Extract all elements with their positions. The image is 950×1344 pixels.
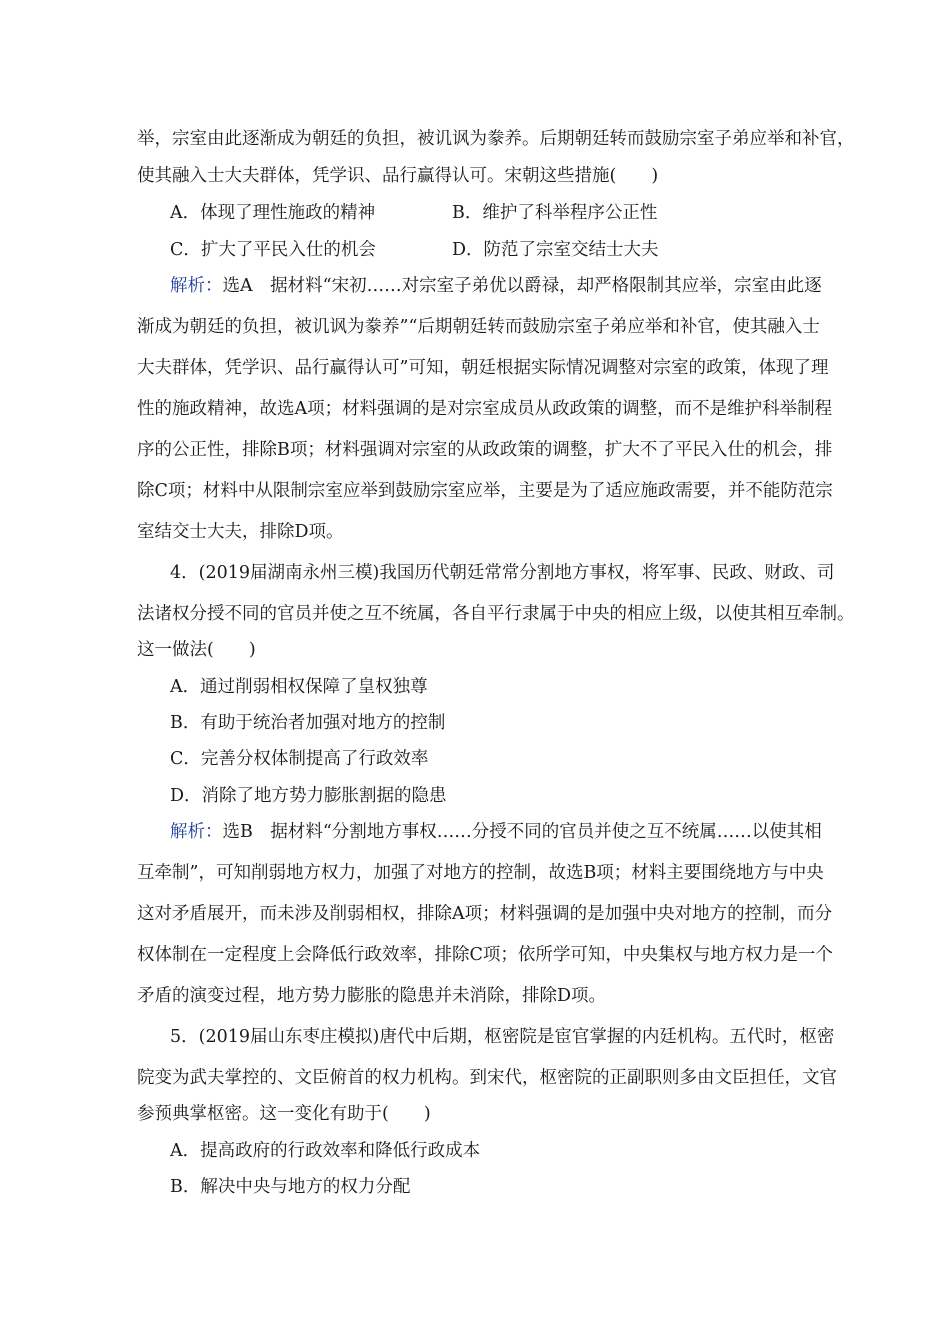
- q4-analysis-line-2: 互牵制”，可知削弱地方权力，加强了对地方的控制，故选B项；材料主要围绕地方与中央: [137, 863, 824, 883]
- q3-option-row-1: [170, 201, 375, 225]
- q3-analysis-line-7: 室结交士大夫，排除D项。: [137, 522, 344, 542]
- q3-analysis-line-3: 大夫群体，凭学识、品行赢得认可”可知，朝廷根据实际情况调整对宗室的政策，体现了理: [137, 358, 829, 378]
- q5-stem-line-3: 参预典掌枢密。这一变化有助于( ): [137, 1104, 431, 1124]
- q3-analysis-label: 解析：: [170, 276, 223, 296]
- q5-stem-line-1: 5．(2019届山东枣庄模拟)唐代中后期，枢密院是宦官掌握的内廷机构。五代时，枢密: [170, 1027, 835, 1047]
- q4-analysis-line-1: [170, 820, 822, 844]
- q4-stem-line-2: 法诸权分授不同的官员并使之互不统属，各自平行隶属于中央的相应上级，以使其相互牵制。: [137, 604, 855, 624]
- q3-stem-line-2: 使其融入士大夫群体，凭学识、品行赢得认可。宋朝这些措施( ): [137, 166, 659, 186]
- q4-stem-line-3: 这一做法( ): [137, 640, 256, 660]
- q4-analysis-text-1: 选B 据材料“分割地方事权……分授不同的官员并使之互不统属……以使其相: [222, 822, 822, 842]
- q4-analysis-line-4: 权体制在一定程度上会降低行政效率，排除C项；依所学可知，中央集权与地方权力是一个: [137, 945, 833, 965]
- q3-stem-line-1: 举，宗室由此逐渐成为朝廷的负担，被讥讽为豢养。后期朝廷转而鼓励宗室子弟应举和补官，: [137, 129, 855, 149]
- q3-analysis-line-2: 渐成为朝廷的负担，被讥讽为豢养”“后期朝廷转而鼓励宗室子弟应举和补官，使其融入士: [137, 317, 820, 337]
- q3-option-row-2: [170, 238, 376, 262]
- q5-option-b: B．解决中央与地方的权力分配: [170, 1177, 411, 1197]
- q3-option-c: C．扩大了平民入仕的机会: [170, 240, 376, 260]
- q3-option-b: B．维护了科举程序公正性: [452, 203, 658, 223]
- q4-analysis-line-5: 矛盾的演变过程，地方势力膨胀的隐患并未消除，排除D项。: [137, 986, 607, 1006]
- q3-analysis-line-4: 性的施政精神，故选A项；材料强调的是对宗室成员从政政策的调整，而不是维护科举制程: [137, 399, 833, 419]
- q3-analysis-text-1: 选A 据材料“宋初……对宗室子弟优以爵禄，却严格限制其应举，宗室由此逐: [222, 276, 822, 296]
- q4-analysis-line-3: 这对矛盾展开，而未涉及削弱相权，排除A项；材料强调的是加强中央对地方的控制，而分: [137, 904, 833, 924]
- q3-analysis-line-1: [170, 274, 822, 298]
- q5-option-a: A．提高政府的行政效率和降低行政成本: [170, 1141, 481, 1161]
- q4-option-c: C．完善分权体制提高了行政效率: [170, 749, 429, 769]
- q3-analysis-line-6: 除C项；材料中从限制宗室应举到鼓励宗室应举，主要是为了适应施政需要，并不能防范宗: [137, 481, 833, 501]
- q4-stem-line-1: 4．(2019届湖南永州三模)我国历代朝廷常常分割地方事权，将军事、民政、财政、司: [170, 563, 835, 583]
- q4-option-a: A．通过削弱相权保障了皇权独尊: [170, 677, 428, 697]
- q4-option-d: D．消除了地方势力膨胀割据的隐患: [170, 786, 447, 806]
- q3-option-a: A．体现了理性施政的精神: [170, 203, 376, 223]
- q3-option-d: D．防范了宗室交结士大夫: [452, 240, 659, 260]
- q3-analysis-line-5: 序的公正性，排除B项；材料强调对宗室的从政政策的调整，扩大不了平民入仕的机会，排: [137, 440, 833, 460]
- q4-analysis-label: 解析：: [170, 822, 223, 842]
- q4-option-b: B．有助于统治者加强对地方的控制: [170, 713, 446, 733]
- q5-stem-line-2: 院变为武夫掌控的、文臣俯首的权力机构。到宋代，枢密院的正副职则多由文臣担任，文官: [137, 1068, 837, 1088]
